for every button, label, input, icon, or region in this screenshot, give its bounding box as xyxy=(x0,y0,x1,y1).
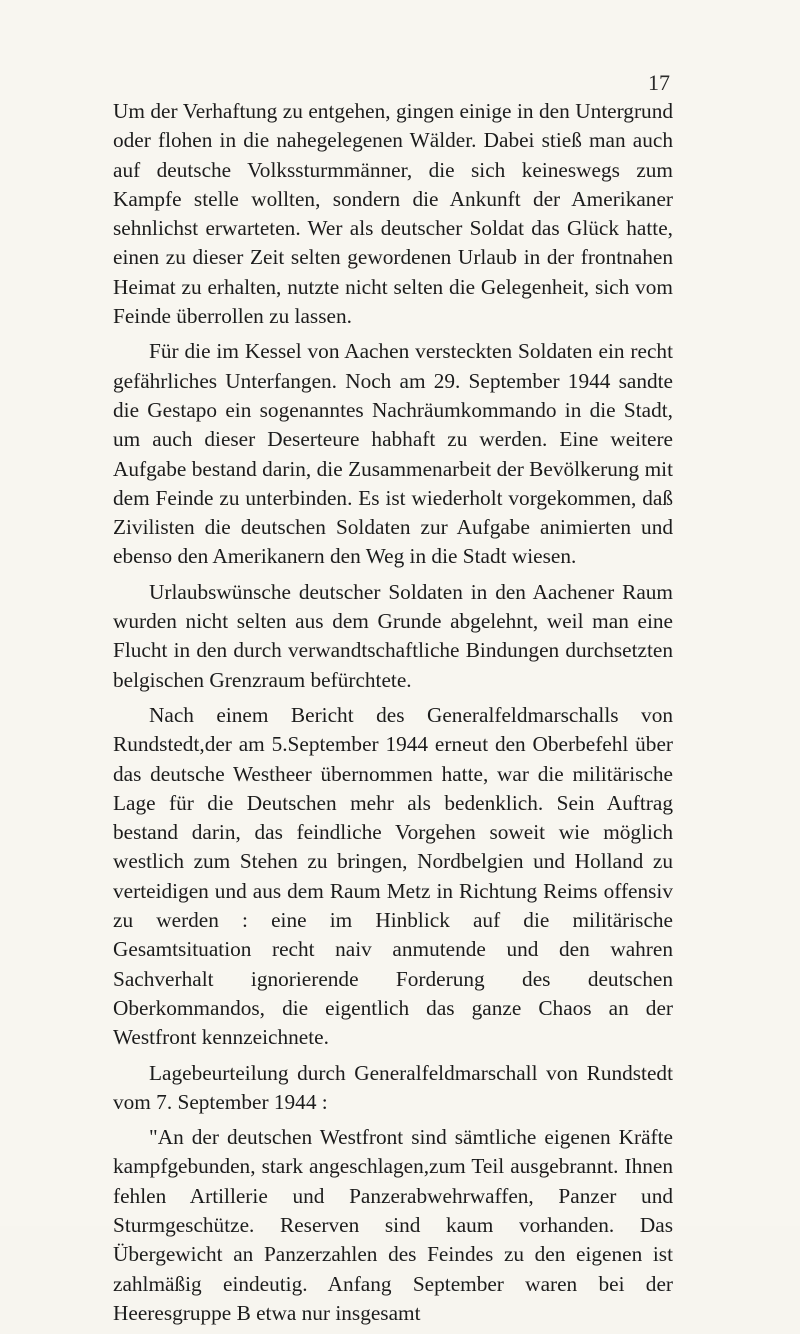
body-text xyxy=(113,97,673,1334)
paragraph: Nach einem Bericht des Generalfeldmarschalls von Rundstedt,der am 5.September 1944 erneut den Oberbefehl über das deutsche Westheer übernommen hatte, war die militärische Lage für die Deutschen mehr als bedenklich. Sein Auftrag bestand darin, das feindliche Vorgehen soweit wie möglich westlich zum Stehen zu bringen, Nordbelgien und Holland zu verteidigen und aus dem Raum Metz in Richtung Reims offensiv zu werden : eine im Hinblick auf die militärische Gesamtsituation recht naiv anmutende und den wahren Sachverhalt ignorierende Forderung des deutschen Oberkommandos, die eigentlich das ganze Chaos an der Westfront kennzeichnete. xyxy=(113,702,673,1050)
page-number: 17 xyxy=(648,70,670,95)
paragraph: Lagebeurteilung durch Generalfeldmarschall von Rundstedt vom 7. September 1944 : xyxy=(113,1060,673,1114)
paragraph: Urlaubswünsche deutscher Soldaten in den Aachener Raum wurden nicht selten aus dem Grunde abgelehnt, weil man eine Flucht in den durch verwandtschaftliche Bindungen durchsetzten belgischen Grenzraum befürchtete. xyxy=(113,579,673,692)
paragraph: Um der Verhaftung zu entgehen, gingen einige in den Untergrund oder flohen in die nahegelegenen Wälder. Dabei stieß man auch auf deutsche Volkssturmmänner, die sich keineswegs zum Kampfe stelle wollten, sondern die Ankunft der Amerikaner sehnlichst erwarteten. Wer als deutscher Soldat das Glück hatte, einen zu dieser Zeit selten gewordenen Urlaub in der frontnahen Heimat zu erhalten, nutzte nicht selten die Gelegenheit, sich vom Feinde überrollen zu lassen. xyxy=(113,99,673,329)
paragraph: Für die im Kessel von Aachen versteckten Soldaten ein recht gefährliches Unterfangen. Noch am 29. September 1944 sandte die Gestapo ein sogenanntes Nachräumkommando in die Stadt, um auch dieser Deserteure habhaft zu werden. Eine weitere Aufgabe bestand darin, die Zusammenarbeit der Bevölkerung mit dem Feinde zu unterbinden. Es ist wiederholt vorgekommen, daß Zivilisten die deutschen Soldaten zur Aufgabe animierten und ebenso den Amerikanern den Weg in die Stadt wiesen. xyxy=(113,339,673,569)
paragraph: "An der deutschen Westfront sind sämtliche eigenen Kräfte kampfgebunden, stark angeschlagen,zum Teil ausgebrannt. Ihnen fehlen Artillerie und Panzerabwehrwaffen, Panzer und Sturmgeschütze. Reserven sind kaum vorhanden. Das Übergewicht an Panzerzahlen des Feindes zu den eigenen ist zahlmäßig eindeutig. Anfang September waren bei der Heeresgruppe B etwa nur insgesamt xyxy=(113,1125,673,1325)
